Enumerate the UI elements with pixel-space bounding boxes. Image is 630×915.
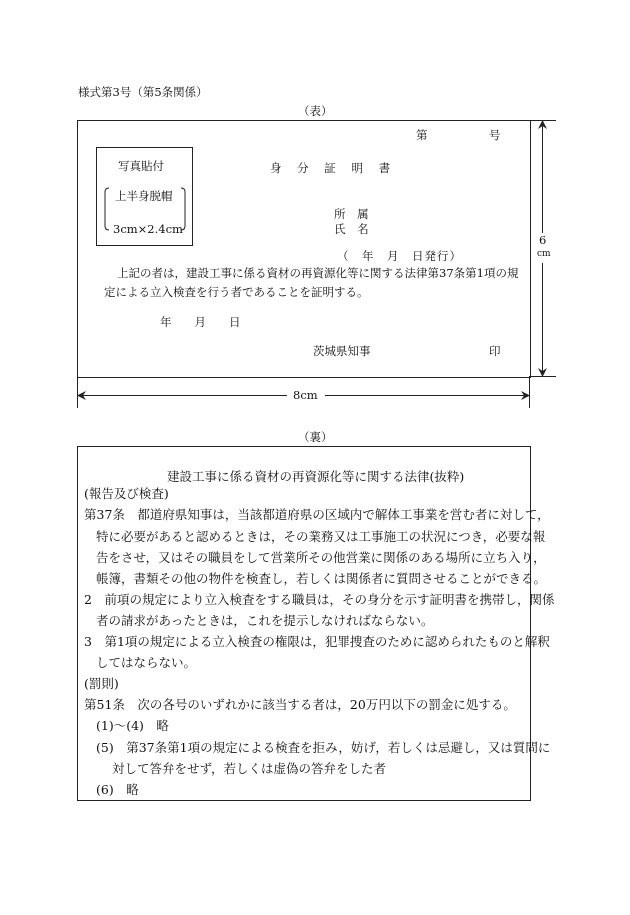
- paragraph3-line1: 3 第1項の規定による立入検査の権限は，犯罪捜査のために認められたものと解釈: [84, 634, 550, 649]
- paragraph3-line2: してはならない。: [96, 655, 197, 670]
- arrow-down-icon: [537, 367, 548, 377]
- height-label-unit: cm: [537, 249, 551, 259]
- section2-heading: (罰則): [84, 676, 119, 691]
- photo-line2: 3cm×2.4cm: [113, 222, 183, 236]
- back-label: （裏）: [298, 430, 333, 444]
- date-line: 年 月 日: [160, 315, 241, 329]
- article37-line1: 第37条 都道府県知事は，当該都道府県の区域内で解体工事業を営む者に対して，: [84, 507, 550, 522]
- name-label: 氏 名: [334, 222, 373, 236]
- article37-line2: 特に必要があると認めるときは，その業務又は工事施工の状況につき，必要な報: [96, 529, 546, 544]
- affiliation-label: 所 属: [334, 207, 373, 221]
- back-title: 建設工事に係る資材の再資源化等に関する法律(抜粋): [167, 469, 465, 484]
- paragraph2-line1: 2 前項の規定により立入検査をする職員は，その身分を示す証明書を携帯し，関係: [84, 592, 555, 607]
- article37-line3: 告をさせ，又はその職員をして営業所その他営業に関係のある場所に立ち入り，: [96, 550, 546, 565]
- arrow-up-icon: [537, 120, 548, 130]
- height-label-num: 6: [539, 233, 547, 247]
- arrow-left-icon: [77, 390, 87, 401]
- issuer: 茨城県知事: [313, 344, 371, 358]
- item-1-4: (1)～(4) 略: [96, 718, 169, 733]
- photo-line1: 上半身脱帽: [115, 189, 173, 203]
- article51: 第51条 次の各号のいずれかに該当する者は，20万円以下の罰金に処する。: [84, 697, 516, 712]
- cert-line2: 定による立入検査を行う者であることを証明する。: [104, 285, 369, 299]
- width-label: 8cm: [293, 388, 318, 402]
- photo-title: 写真貼付: [118, 159, 164, 173]
- paragraph2-line2: 者の請求があったときは，これを提示しなければならない。: [96, 613, 434, 628]
- arrow-right-icon: [520, 390, 530, 401]
- issue-date: （ 年 月 日発行）: [337, 249, 462, 263]
- form-title: 様式第3号（第5条関係）: [78, 85, 208, 99]
- article37-line4: 帳簿，書類その他の物件を検査し，若しくは関係者に質問させることができる。: [96, 571, 547, 586]
- section1-heading: (報告及び検査): [84, 486, 169, 501]
- front-label: （表）: [298, 104, 333, 118]
- item-5-line1: (5) 第37条第1項の規定による検査を拒み，妨げ，若しくは忌避し，又は質問に: [96, 740, 551, 755]
- seal-mark: 印: [489, 344, 501, 358]
- number-suffix: 号: [489, 128, 501, 142]
- number-prefix: 第: [416, 128, 428, 142]
- cert-line1: 上記の者は，建設工事に係る資材の再資源化等に関する法律第37条第1項の規: [117, 266, 519, 280]
- doc-title: 身 分 証 明 書: [270, 161, 397, 175]
- item-5-line2: 対して答弁をせず，若しくは虚偽の答弁をした者: [112, 761, 387, 776]
- item-6: (6) 略: [96, 782, 139, 797]
